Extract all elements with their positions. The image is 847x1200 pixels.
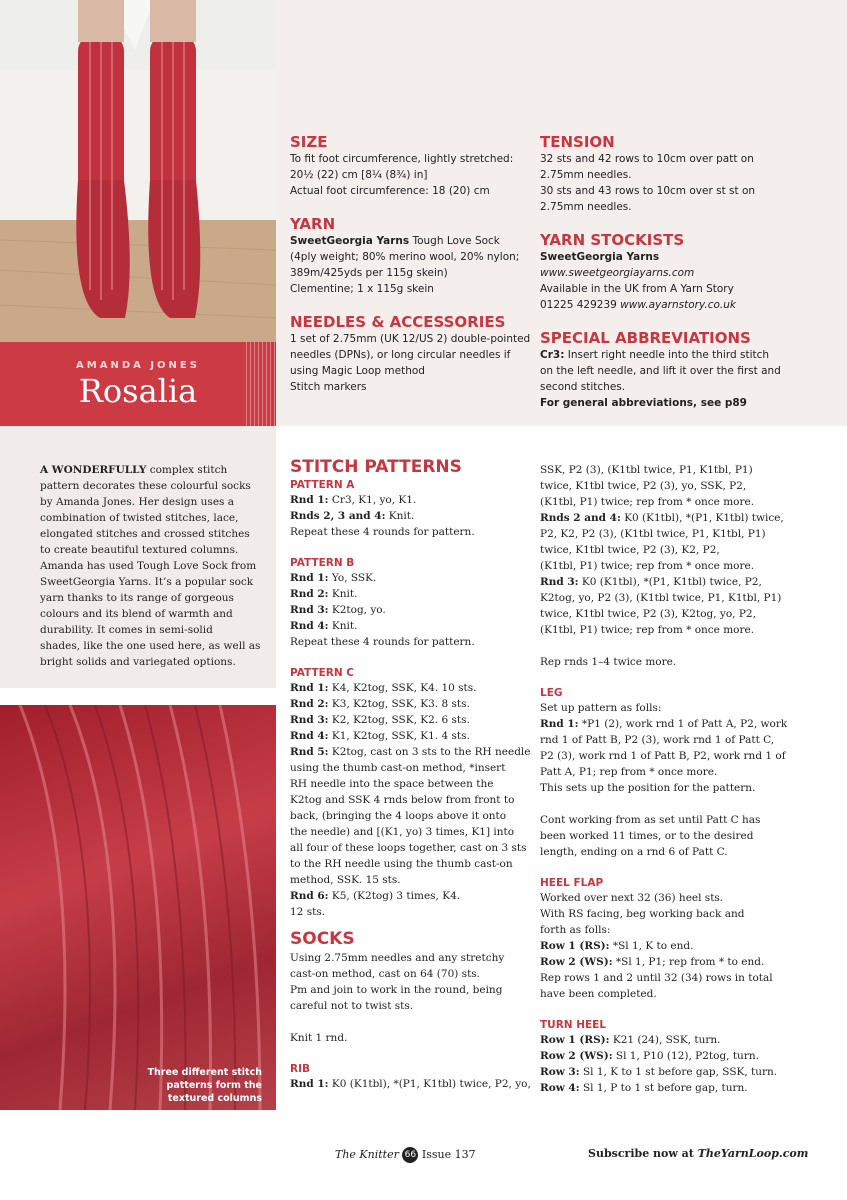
instruction-line	[290, 872, 530, 888]
instruction-line	[290, 570, 530, 586]
instruction-text: Worked over next 32 (36) heel sts.	[540, 892, 724, 904]
instruction-line	[540, 700, 800, 716]
leg-continue-line: been worked 11 times, or to the desired	[540, 830, 754, 842]
stockist-link[interactable]: www.sweetgeorgiayarns.com	[540, 267, 695, 279]
intro-line: elongated stitches and crossed stitches	[40, 528, 250, 540]
footer-subscribe	[588, 1147, 808, 1160]
instruction-label: Rnd 2:	[290, 698, 329, 710]
instruction-label: Rnd 5:	[290, 746, 329, 758]
caption-line: textured columns	[167, 1093, 262, 1104]
instruction-line	[540, 716, 800, 732]
instruction-label: Row 4:	[540, 1082, 580, 1094]
yarn-line: (4ply weight; 80% merino wool, 20% nylon;	[290, 251, 520, 263]
size-section	[290, 133, 530, 199]
instruction-line	[290, 744, 530, 760]
intro-line: bright solids and variegated options.	[40, 656, 236, 668]
instruction-text: Cr3, K1, yo, K1.	[328, 494, 417, 506]
pattern-b-heading: PATTERN B	[290, 557, 355, 569]
instruction-line	[290, 856, 530, 872]
instruction-text: K2, K2tog, SSK, K2. 6 sts.	[328, 714, 470, 726]
instruction-line	[290, 888, 530, 904]
socks-knit: Knit 1 rnd.	[290, 1032, 348, 1044]
instruction-text: K2tog and SSK 4 rnds below from front to	[290, 794, 515, 806]
subscribe-text: Subscribe now at	[588, 1147, 698, 1160]
instruction-line	[290, 492, 530, 508]
instruction-line	[540, 970, 800, 986]
size-heading: SIZE	[290, 133, 328, 151]
instruction-label: Rnd 2:	[290, 588, 329, 600]
size-line: To fit foot circumference, lightly stretched:	[290, 153, 514, 165]
instruction-line	[540, 732, 800, 748]
instruction-line	[540, 1080, 800, 1096]
yarn-brand: SweetGeorgia Yarns	[290, 235, 410, 247]
intro-lead: A WONDERFULLY	[40, 464, 147, 476]
instruction-text: (K1tbl, P1) twice; rep from * once more.	[540, 560, 755, 572]
instruction-label: Row 1 (RS):	[540, 1034, 610, 1046]
instruction-text: *Sl 1, P1; rep from * to end.	[612, 956, 765, 968]
author-name: AMANDA JONES	[76, 360, 200, 371]
instruction-label: Rnd 4:	[290, 620, 329, 632]
needles-line: needles (DPNs), or long circular needles if	[290, 349, 511, 361]
instruction-text: *P1 (2), work rnd 1 of Patt A, P2, work	[578, 718, 788, 730]
caption-line: Three different stitch	[147, 1067, 262, 1078]
instruction-line	[540, 1048, 800, 1064]
tension-line: 32 sts and 42 rows to 10cm over patt on	[540, 153, 754, 165]
yarn-line: 389m/425yds per 115g skein)	[290, 267, 448, 279]
tension-line: 30 sts and 43 rows to 10cm over st st on	[540, 185, 756, 197]
intro-line: colours and its blend of warmth and	[40, 608, 233, 620]
instruction-line	[540, 764, 800, 780]
instruction-text: This sets up the position for the pattern.	[540, 782, 756, 794]
intro-line: SweetGeorgia Yarns. It’s a popular sock	[40, 576, 254, 588]
instruction-text: Rep rows 1 and 2 until 32 (34) rows in total	[540, 972, 773, 984]
tension-section	[540, 133, 780, 215]
photo-caption	[140, 1066, 262, 1105]
instruction-line	[540, 890, 800, 906]
turn-heel-heading: TURN HEEL	[540, 1019, 607, 1031]
abbrev-general: For general abbreviations, see p89	[540, 397, 747, 409]
instruction-label: Rnd 1:	[290, 572, 329, 584]
instruction-text: the needle) and [(K1, yo) 3 times, K1] into	[290, 826, 515, 838]
stockists-section	[540, 231, 780, 313]
stockists-heading: YARN STOCKISTS	[540, 231, 685, 249]
instruction-text: forth as folls:	[540, 924, 611, 936]
rib-text: K0 (K1tbl), *(P1, K1tbl) twice, P2, yo,	[328, 1078, 531, 1090]
instruction-text: Knit.	[328, 620, 358, 632]
heel-flap-heading: HEEL FLAP	[540, 877, 604, 889]
instruction-text: K3, K2tog, SSK, K3. 8 sts.	[328, 698, 470, 710]
instruction-label: Rnd 6:	[290, 890, 329, 902]
instruction-label: Rnd 1:	[290, 682, 329, 694]
instruction-line	[290, 792, 530, 808]
instruction-label: Rnd 1:	[540, 718, 579, 730]
instruction-text: twice, K1tbl twice, P2 (3), K2tog, yo, P2,	[540, 608, 756, 620]
needles-section	[290, 313, 530, 395]
instruction-line	[540, 606, 800, 622]
instruction-text: twice, K1tbl twice, P2 (3), K2, P2,	[540, 544, 720, 556]
instruction-text: K2tog, yo, P2 (3), (K1tbl twice, P1, K1tbl, P1)	[540, 592, 782, 604]
intro-line: shades, like the one used here, as well as	[40, 640, 261, 652]
instruction-line	[290, 602, 530, 618]
instruction-text: With RS facing, beg working back and	[540, 908, 745, 920]
magazine-name: The Knitter	[335, 1148, 399, 1161]
instruction-line	[290, 618, 530, 634]
instruction-text: Set up pattern as folls:	[540, 702, 662, 714]
abbrev-def: on the left needle, and lift it over the first and	[540, 365, 781, 377]
stockist-link-2[interactable]: www.ayarnstory.co.uk	[620, 299, 736, 311]
instruction-label: Rnd 4:	[290, 730, 329, 742]
issue-number: Issue 137	[418, 1148, 476, 1161]
instruction-line	[290, 808, 530, 824]
instruction-label: Row 2 (WS):	[540, 956, 613, 968]
instruction-label: Row 1 (RS):	[540, 940, 610, 952]
instruction-text: K2tog, yo.	[328, 604, 386, 616]
yarn-line: Clementine; 1 x 115g skein	[290, 283, 434, 295]
stockist-name: SweetGeorgia Yarns	[540, 251, 660, 263]
instruction-line	[540, 748, 800, 764]
instruction-text: method, SSK. 15 sts.	[290, 874, 401, 886]
instruction-line	[290, 776, 530, 792]
intro-text	[40, 462, 270, 670]
leg-continue-line: Cont working from as set until Patt C has	[540, 814, 761, 826]
instruction-line	[540, 526, 800, 542]
instruction-text: P2, K2, P2 (3), (K1tbl twice, P1, K1tbl, P1)	[540, 528, 766, 540]
instruction-text: Repeat these 4 rounds for pattern.	[290, 636, 475, 648]
instruction-text: 12 sts.	[290, 906, 326, 918]
intro-line: complex stitch	[146, 464, 228, 476]
instruction-text: K1, K2tog, SSK, K1. 4 sts.	[328, 730, 470, 742]
instruction-text: Sl 1, K to 1 st before gap, SSK, turn.	[579, 1066, 778, 1078]
instruction-text: have been completed.	[540, 988, 657, 1000]
instruction-line	[290, 508, 530, 524]
instruction-text: rnd 1 of Patt B, P2 (3), work rnd 1 of Patt C,	[540, 734, 775, 746]
instruction-line	[540, 558, 800, 574]
stitch-patterns-section	[290, 456, 530, 1092]
instruction-text: RH needle into the space between the	[290, 778, 494, 790]
sock-texture-illustration	[0, 705, 276, 1110]
leg-continue-line: length, ending on a rnd 6 of Patt C.	[540, 846, 728, 858]
instruction-text: (K1tbl, P1) twice; rep from * once more.	[540, 624, 755, 636]
instruction-line	[290, 680, 530, 696]
needles-heading: NEEDLES & ACCESSORIES	[290, 313, 506, 331]
tension-heading: TENSION	[540, 133, 615, 151]
abbrev-def: second stitches.	[540, 381, 626, 393]
socks-feet-illustration	[0, 0, 276, 342]
socks-feet-photo	[0, 0, 276, 342]
needles-line: Stitch markers	[290, 381, 367, 393]
socks-line: cast-on method, cast on 64 (70) sts.	[290, 968, 481, 980]
socks-line: Pm and join to work in the round, being	[290, 984, 503, 996]
repeat-note: Rep rnds 1–4 twice more.	[540, 656, 677, 668]
abbreviations-section	[540, 329, 780, 411]
stockist-phone: 01225 429239	[540, 299, 621, 311]
instruction-line	[540, 590, 800, 606]
intro-line: Amanda has used Tough Love Sock from	[40, 560, 257, 572]
rib-line: twice, K1tbl twice, P2 (3), yo, SSK, P2,	[540, 480, 747, 492]
instruction-line	[540, 622, 800, 638]
instructions-column	[540, 462, 800, 1096]
rib-line: (K1tbl, P1) twice; rep from * once more.	[540, 496, 755, 508]
instruction-text: Yo, SSK.	[328, 572, 377, 584]
yarn-section	[290, 215, 530, 297]
intro-line: by Amanda Jones. Her design uses a	[40, 496, 235, 508]
instruction-label: Rnd 3:	[290, 714, 329, 726]
instruction-line	[290, 824, 530, 840]
instruction-line	[290, 712, 530, 728]
pattern-a-heading: PATTERN A	[290, 479, 355, 491]
instruction-label: Rnds 2, 3 and 4:	[290, 510, 386, 522]
instruction-text: Sl 1, P10 (12), P2tog, turn.	[612, 1050, 759, 1062]
instruction-label: Row 2 (WS):	[540, 1050, 613, 1062]
instruction-line	[290, 904, 530, 920]
needles-line: using Magic Loop method	[290, 365, 425, 377]
socks-line: careful not to twist sts.	[290, 1000, 414, 1012]
size-line: 20½ (22) cm [8¼ (8¾) in]	[290, 169, 428, 181]
instruction-line	[290, 634, 530, 650]
instruction-text: *Sl 1, K to end.	[609, 940, 694, 952]
instruction-line	[540, 780, 800, 796]
instruction-text: Sl 1, P to 1 st before gap, turn.	[579, 1082, 748, 1094]
instruction-text: Patt A, P1; rep from * once more.	[540, 766, 718, 778]
socks-heading: SOCKS	[290, 929, 355, 949]
instruction-line	[290, 728, 530, 744]
instruction-line	[290, 586, 530, 602]
rib-line: SSK, P2 (3), (K1tbl twice, P1, K1tbl, P1)	[540, 464, 753, 476]
needles-line: 1 set of 2.75mm (UK 12/US 2) double-pointed	[290, 333, 531, 345]
instruction-text: K4, K2tog, SSK, K4. 10 sts.	[328, 682, 477, 694]
caption-line: patterns form the	[166, 1080, 262, 1091]
instruction-label: Rnd 3:	[540, 576, 579, 588]
page-number: 66	[402, 1147, 418, 1163]
intro-line: yarn thanks to its range of gorgeous	[40, 592, 234, 604]
sock-closeup-photo	[0, 705, 276, 1110]
stockist-line: Available in the UK from A Yarn Story	[540, 283, 734, 295]
socks-line: Using 2.75mm needles and any stretchy	[290, 952, 505, 964]
instruction-text: Knit.	[328, 588, 358, 600]
instruction-line	[540, 986, 800, 1002]
rib-heading: RIB	[290, 1063, 310, 1075]
instruction-text: Knit.	[385, 510, 415, 522]
instruction-label: Rnd 3:	[290, 604, 329, 616]
instruction-line	[540, 1064, 800, 1080]
instruction-text: K2tog, cast on 3 sts to the RH needle	[328, 746, 531, 758]
intro-line: combination of twisted stitches, lace,	[40, 512, 239, 524]
instruction-line	[540, 938, 800, 954]
rib-label: Rnd 1:	[290, 1078, 329, 1090]
yarn-heading: YARN	[290, 215, 336, 233]
pattern-title: Rosalia	[78, 372, 198, 410]
instruction-line	[290, 524, 530, 540]
instruction-line	[540, 574, 800, 590]
instruction-text: all four of these loops together, cast on 3 sts	[290, 842, 527, 854]
abbrev-def: Insert right needle into the third stitch	[564, 349, 770, 361]
instruction-text: K5, (K2tog) 3 times, K4.	[328, 890, 461, 902]
instruction-text: P2 (3), work rnd 1 of Patt B, P2, work rnd 1 of	[540, 750, 786, 762]
instruction-line	[540, 906, 800, 922]
instruction-label: Row 3:	[540, 1066, 580, 1078]
instruction-text: using the thumb cast-on method, *insert	[290, 762, 506, 774]
subscribe-link[interactable]: TheYarnLoop.com	[697, 1147, 809, 1160]
abbrev-term: Cr3:	[540, 349, 565, 361]
intro-line: to create beautiful textured columns.	[40, 544, 239, 556]
instruction-text: to the RH needle using the thumb cast-on	[290, 858, 513, 870]
instruction-line	[290, 760, 530, 776]
tension-line: 2.75mm needles.	[540, 169, 632, 181]
instruction-line	[540, 954, 800, 970]
abbreviations-heading: SPECIAL ABBREVIATIONS	[540, 329, 751, 347]
instruction-line	[540, 510, 800, 526]
instruction-text: K0 (K1tbl), *(P1, K1tbl) twice,	[620, 512, 784, 524]
instruction-label: Rnd 1:	[290, 494, 329, 506]
instruction-text: K21 (24), SSK, turn.	[609, 1034, 721, 1046]
instruction-label: Rnds 2 and 4:	[540, 512, 621, 524]
tension-line: 2.75mm needles.	[540, 201, 632, 213]
size-line: Actual foot circumference: 18 (20) cm	[290, 185, 490, 197]
leg-heading: LEG	[540, 687, 563, 699]
instruction-line	[290, 840, 530, 856]
yarn-product: Tough Love Sock	[409, 235, 500, 247]
stitch-patterns-heading: STITCH PATTERNS	[290, 457, 462, 477]
intro-line: durability. It comes in semi-solid	[40, 624, 213, 636]
instruction-text: Repeat these 4 rounds for pattern.	[290, 526, 475, 538]
instruction-line	[540, 922, 800, 938]
instruction-text: back, (bringing the 4 loops above it onto	[290, 810, 507, 822]
instruction-line	[290, 696, 530, 712]
intro-line: pattern decorates these colourful socks	[40, 480, 251, 492]
instruction-line	[540, 1032, 800, 1048]
pattern-c-heading: PATTERN C	[290, 667, 355, 679]
instruction-text: K0 (K1tbl), *(P1, K1tbl) twice, P2,	[578, 576, 762, 588]
instruction-line	[540, 542, 800, 558]
footer-magazine	[335, 1147, 476, 1163]
